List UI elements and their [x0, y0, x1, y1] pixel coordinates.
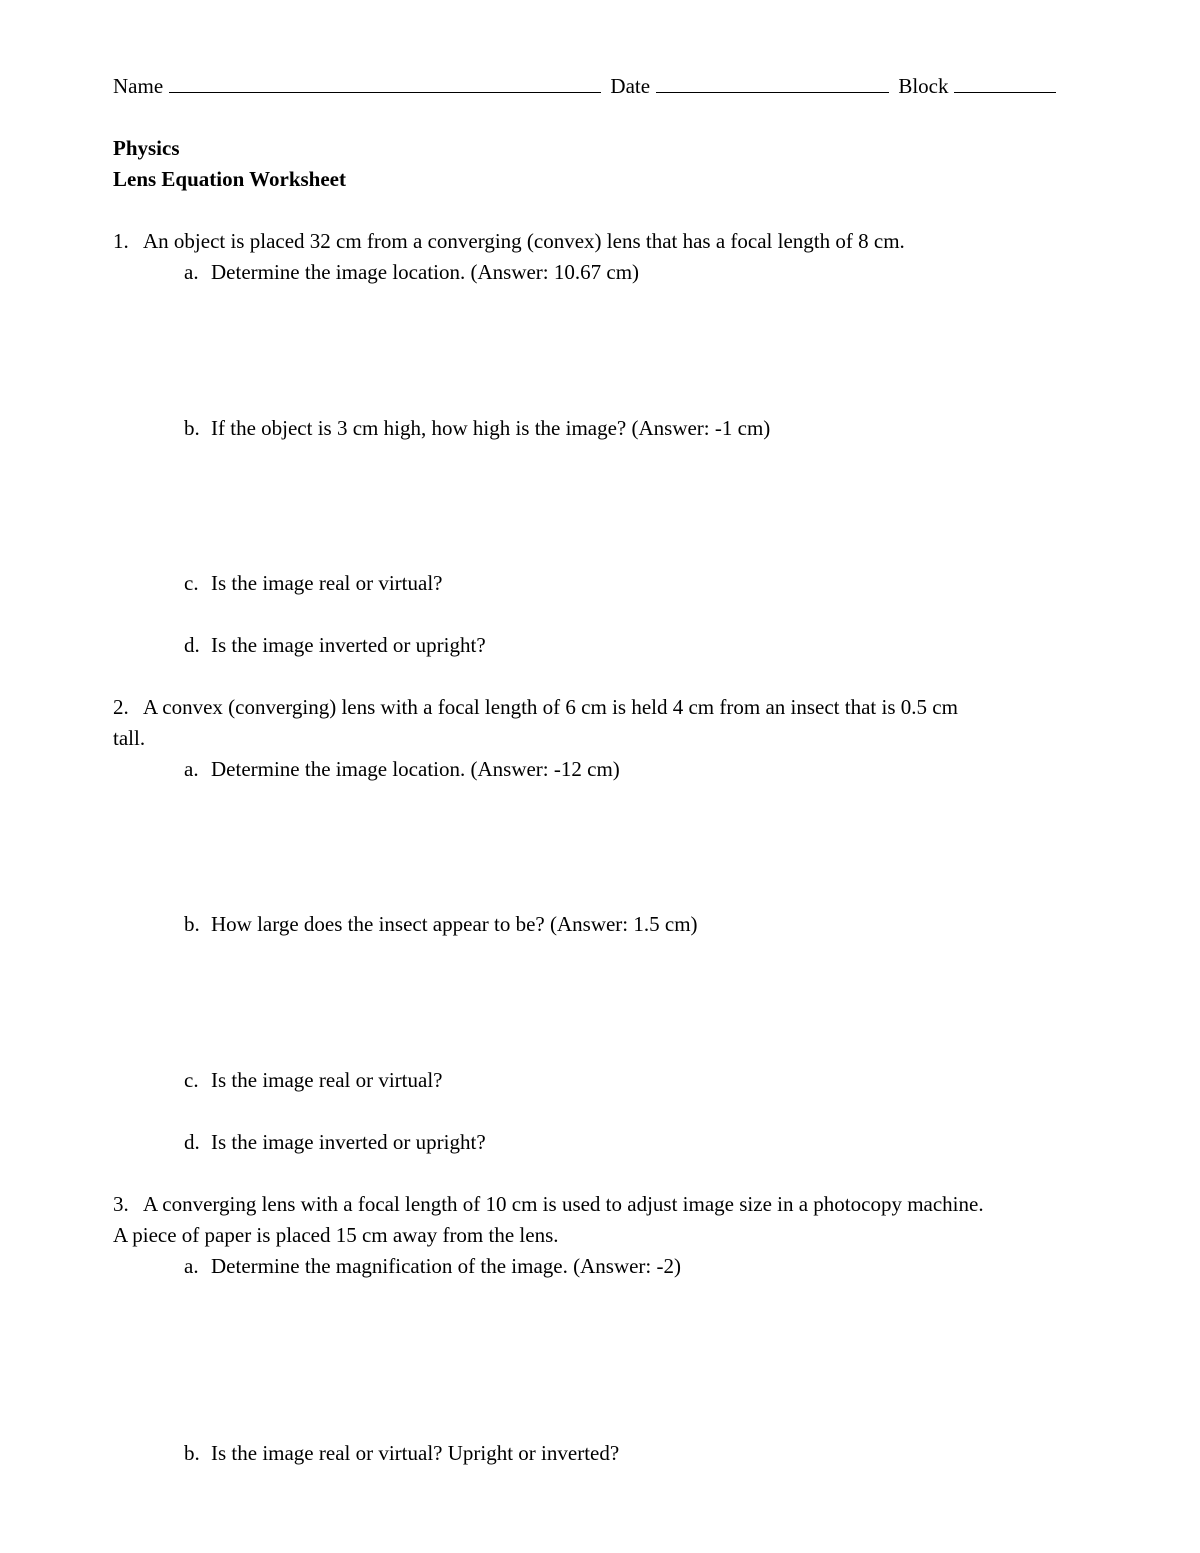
- part-text: Is the image real or virtual?: [211, 1068, 443, 1092]
- part-letter: b.: [184, 1441, 200, 1465]
- question-text: An object is placed 32 cm from a converging (convex) lens that has a focal length of 8 cm.: [143, 229, 905, 253]
- question-1-part-d: [184, 632, 486, 658]
- question-2: [113, 694, 958, 720]
- question-2-part-b: [184, 911, 698, 937]
- question-number: 3.: [113, 1192, 129, 1216]
- name-label: Name: [113, 74, 164, 98]
- question-3-part-b: [184, 1440, 619, 1466]
- part-text: Is the image inverted or upright?: [211, 1130, 486, 1154]
- part-letter: a.: [184, 260, 199, 284]
- question-1: [113, 228, 905, 254]
- part-letter: b.: [184, 416, 200, 440]
- question-1-part-b: [184, 415, 770, 441]
- question-text: A converging lens with a focal length of 10 cm is used to adjust image size in a photocopy machine.: [143, 1192, 984, 1216]
- question-number: 2.: [113, 695, 129, 719]
- part-letter: c.: [184, 571, 199, 595]
- question-number: 1.: [113, 229, 129, 253]
- part-letter: d.: [184, 1130, 200, 1154]
- question-1-part-a: [184, 259, 639, 285]
- question-2-part-a: [184, 756, 620, 782]
- part-letter: a.: [184, 1254, 199, 1278]
- part-text: Determine the magnification of the image. (Answer: -2): [211, 1254, 681, 1278]
- worksheet-title: Lens Equation Worksheet: [113, 167, 346, 191]
- course-heading: Physics: [113, 136, 180, 160]
- question-3-part-a: [184, 1253, 681, 1279]
- part-letter: a.: [184, 757, 199, 781]
- part-text: Determine the image location. (Answer: 10.67 cm): [211, 260, 640, 284]
- part-text: Is the image real or virtual? Upright or inverted?: [211, 1441, 620, 1465]
- part-text: Is the image real or virtual?: [211, 571, 443, 595]
- question-3: [113, 1191, 984, 1217]
- header-row: [113, 72, 1060, 99]
- question-1-part-c: [184, 570, 442, 596]
- question-2-part-c: [184, 1067, 442, 1093]
- question-2-continued: tall.: [113, 726, 146, 750]
- part-text: If the object is 3 cm high, how high is the image? (Answer: -1 cm): [211, 416, 771, 440]
- name-blank: [169, 72, 601, 93]
- part-text: Determine the image location. (Answer: -12 cm): [211, 757, 620, 781]
- question-3-continued: A piece of paper is placed 15 cm away from the lens.: [113, 1223, 559, 1247]
- question-2-part-d: [184, 1129, 486, 1155]
- date-label: Date: [610, 74, 651, 98]
- block-blank: [954, 72, 1056, 93]
- block-label: Block: [898, 74, 949, 98]
- part-letter: c.: [184, 1068, 199, 1092]
- part-text: Is the image inverted or upright?: [211, 633, 486, 657]
- part-letter: b.: [184, 912, 200, 936]
- question-text: A convex (converging) lens with a focal length of 6 cm is held 4 cm from an insect that is 0.5 cm: [143, 695, 958, 719]
- part-letter: d.: [184, 633, 200, 657]
- date-blank: [656, 72, 889, 93]
- part-text: How large does the insect appear to be? (Answer: 1.5 cm): [211, 912, 698, 936]
